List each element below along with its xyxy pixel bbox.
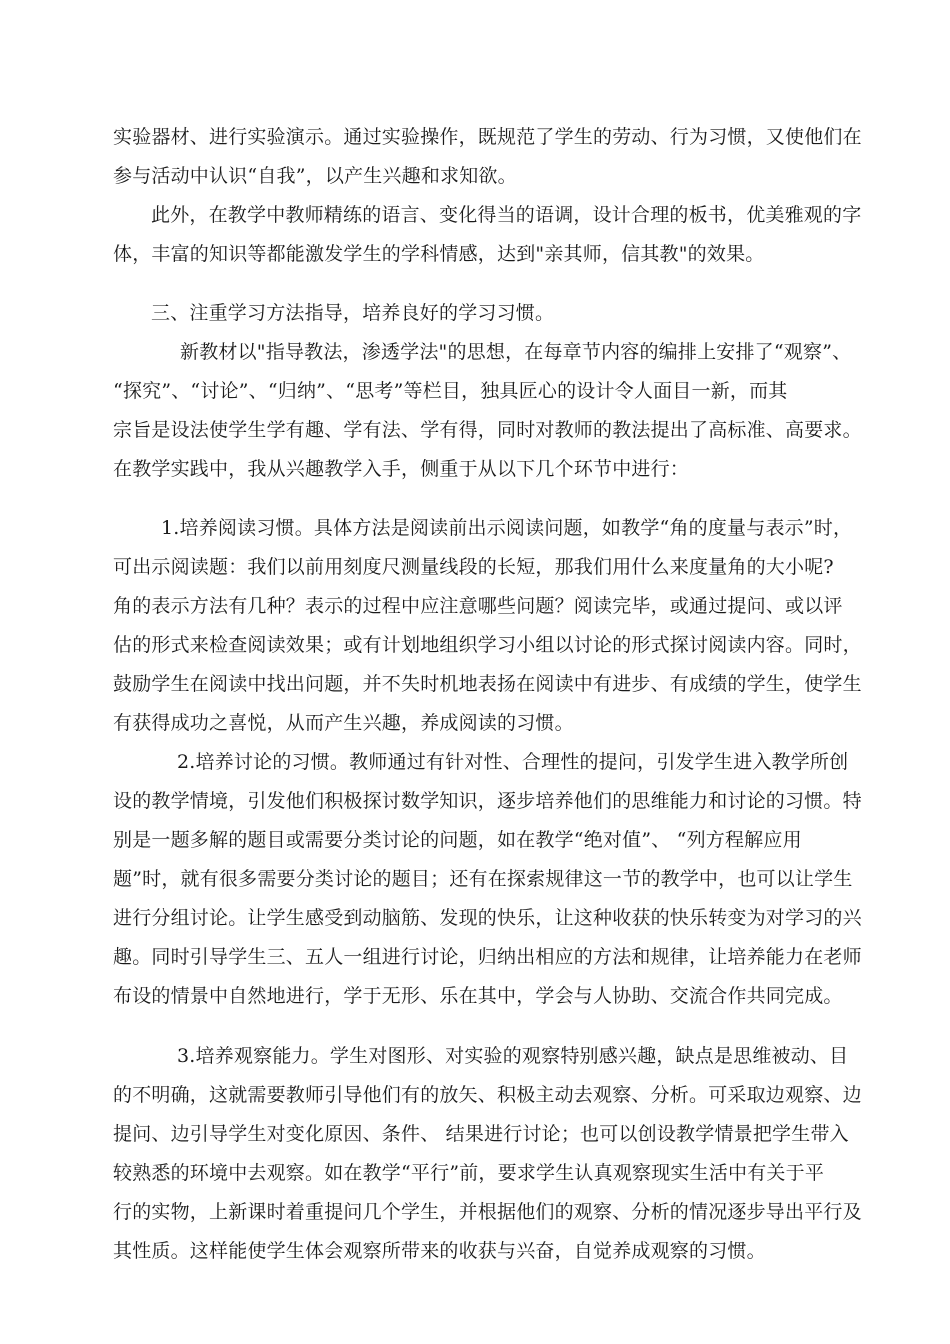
text-line: 提问、边引导学生对变化原因、条件、 结果进行讨论；也可以创设教学情景把学生带入	[113, 1123, 849, 1145]
text-line: 其性质。这样能使学生体会观察所带来的收获与兴奋，自觉养成观察的习惯。	[113, 1240, 766, 1262]
text-line: 估的形式来检查阅读效果；或有计划地组织学习小组以讨论的形式探讨阅读内容。同时，	[113, 634, 862, 656]
text-line: 行的实物，上新课时着重提问几个学生，并根据他们的观察、分析的情况逐步导出平行及	[113, 1201, 862, 1223]
text-line: 别是一题多解的题目或需要分类讨论的问题，如在教学“绝对值”、 “列方程解应用	[113, 829, 802, 851]
text-line: 设的教学情境，引发他们积极探讨数学知识，逐步培养他们的思维能力和讨论的习惯。特	[113, 790, 862, 812]
text-line: 在教学实践中，我从兴趣教学入手，侧重于从以下几个环节中进行：	[113, 458, 690, 480]
list-item-line: 3.培养观察能力。学生对图形、对实验的观察特别感兴趣，缺点是思维被动、目	[177, 1045, 849, 1067]
text-line: 鼓励学生在阅读中找出问题，并不失时机地表扬在阅读中有进步、有成绩的学生，使学生	[113, 673, 862, 695]
text-line: 较熟悉的环境中去观察。如在教学“平行”前，要求学生认真观察现实生活中有关于平	[113, 1162, 825, 1184]
text-line: 趣。同时引导学生三、五人一组进行讨论，归纳出相应的方法和规律，让培养能力在老师	[113, 946, 862, 968]
text-line: 布设的情景中自然地进行，学于无形、乐在其中，学会与人协助、交流合作共同完成。	[113, 985, 843, 1007]
text-line: 实验器材、进行实验演示。通过实验操作，既规范了学生的劳动、行为习惯，又使他们在	[113, 126, 862, 148]
text-line: 题”时，就有很多需要分类讨论的题目；还有在探索规律这一节的教学中，也可以让学生	[113, 868, 853, 890]
text-line: 的不明确，这就需要教师引导他们有的放矢、积极主动去观察、分析。可采取边观察、边	[113, 1084, 862, 1106]
text-line: 此外，在教学中教师精练的语言、变化得当的语调，设计合理的板书，优美雅观的字	[151, 204, 862, 226]
list-item-line: 2.培养讨论的习惯。教师通过有针对性、合理性的提问，引发学生进入教学所创	[177, 751, 849, 773]
section-heading: 三、注重学习方法指导，培养良好的学习习惯。	[151, 302, 555, 324]
text-line: 进行分组讨论。让学生感受到动脑筋、发现的快乐，让这种收获的快乐转变为对学习的兴	[113, 907, 862, 929]
text-line: 体，丰富的知识等都能激发学生的学科情感，达到"亲其师，信其教"的效果。	[113, 243, 765, 265]
list-item-line: 1.培养阅读习惯。具体方法是阅读前出示阅读问题，如教学“角的度量与表示”时，	[161, 517, 853, 539]
text-line: 新教材以"指导教法，渗透学法"的思想，在每章节内容的编排上安排了“观察”、	[180, 341, 852, 363]
text-line: 参与活动中认识“自我”，以产生兴趣和求知欲。	[113, 165, 517, 187]
text-line: 角的表示方法有几种？表示的过程中应注意哪些问题？阅读完毕，或通过提问、或以评	[113, 595, 843, 617]
text-line: 有获得成功之喜悦，从而产生兴趣，养成阅读的习惯。	[113, 712, 574, 734]
text-line: “探究”、“讨论”、“归纳”、“思考”等栏目，独具匠心的设计令人面目一新，而其	[113, 380, 788, 402]
text-line: 宗旨是设法使学生学有趣、学有法、学有得，同时对教师的教法提出了高标准、高要求。	[113, 419, 862, 441]
text-line: 可出示阅读题：我们以前用刻度尺测量线段的长短，那我们用什么来度量角的大小呢?	[113, 556, 834, 578]
